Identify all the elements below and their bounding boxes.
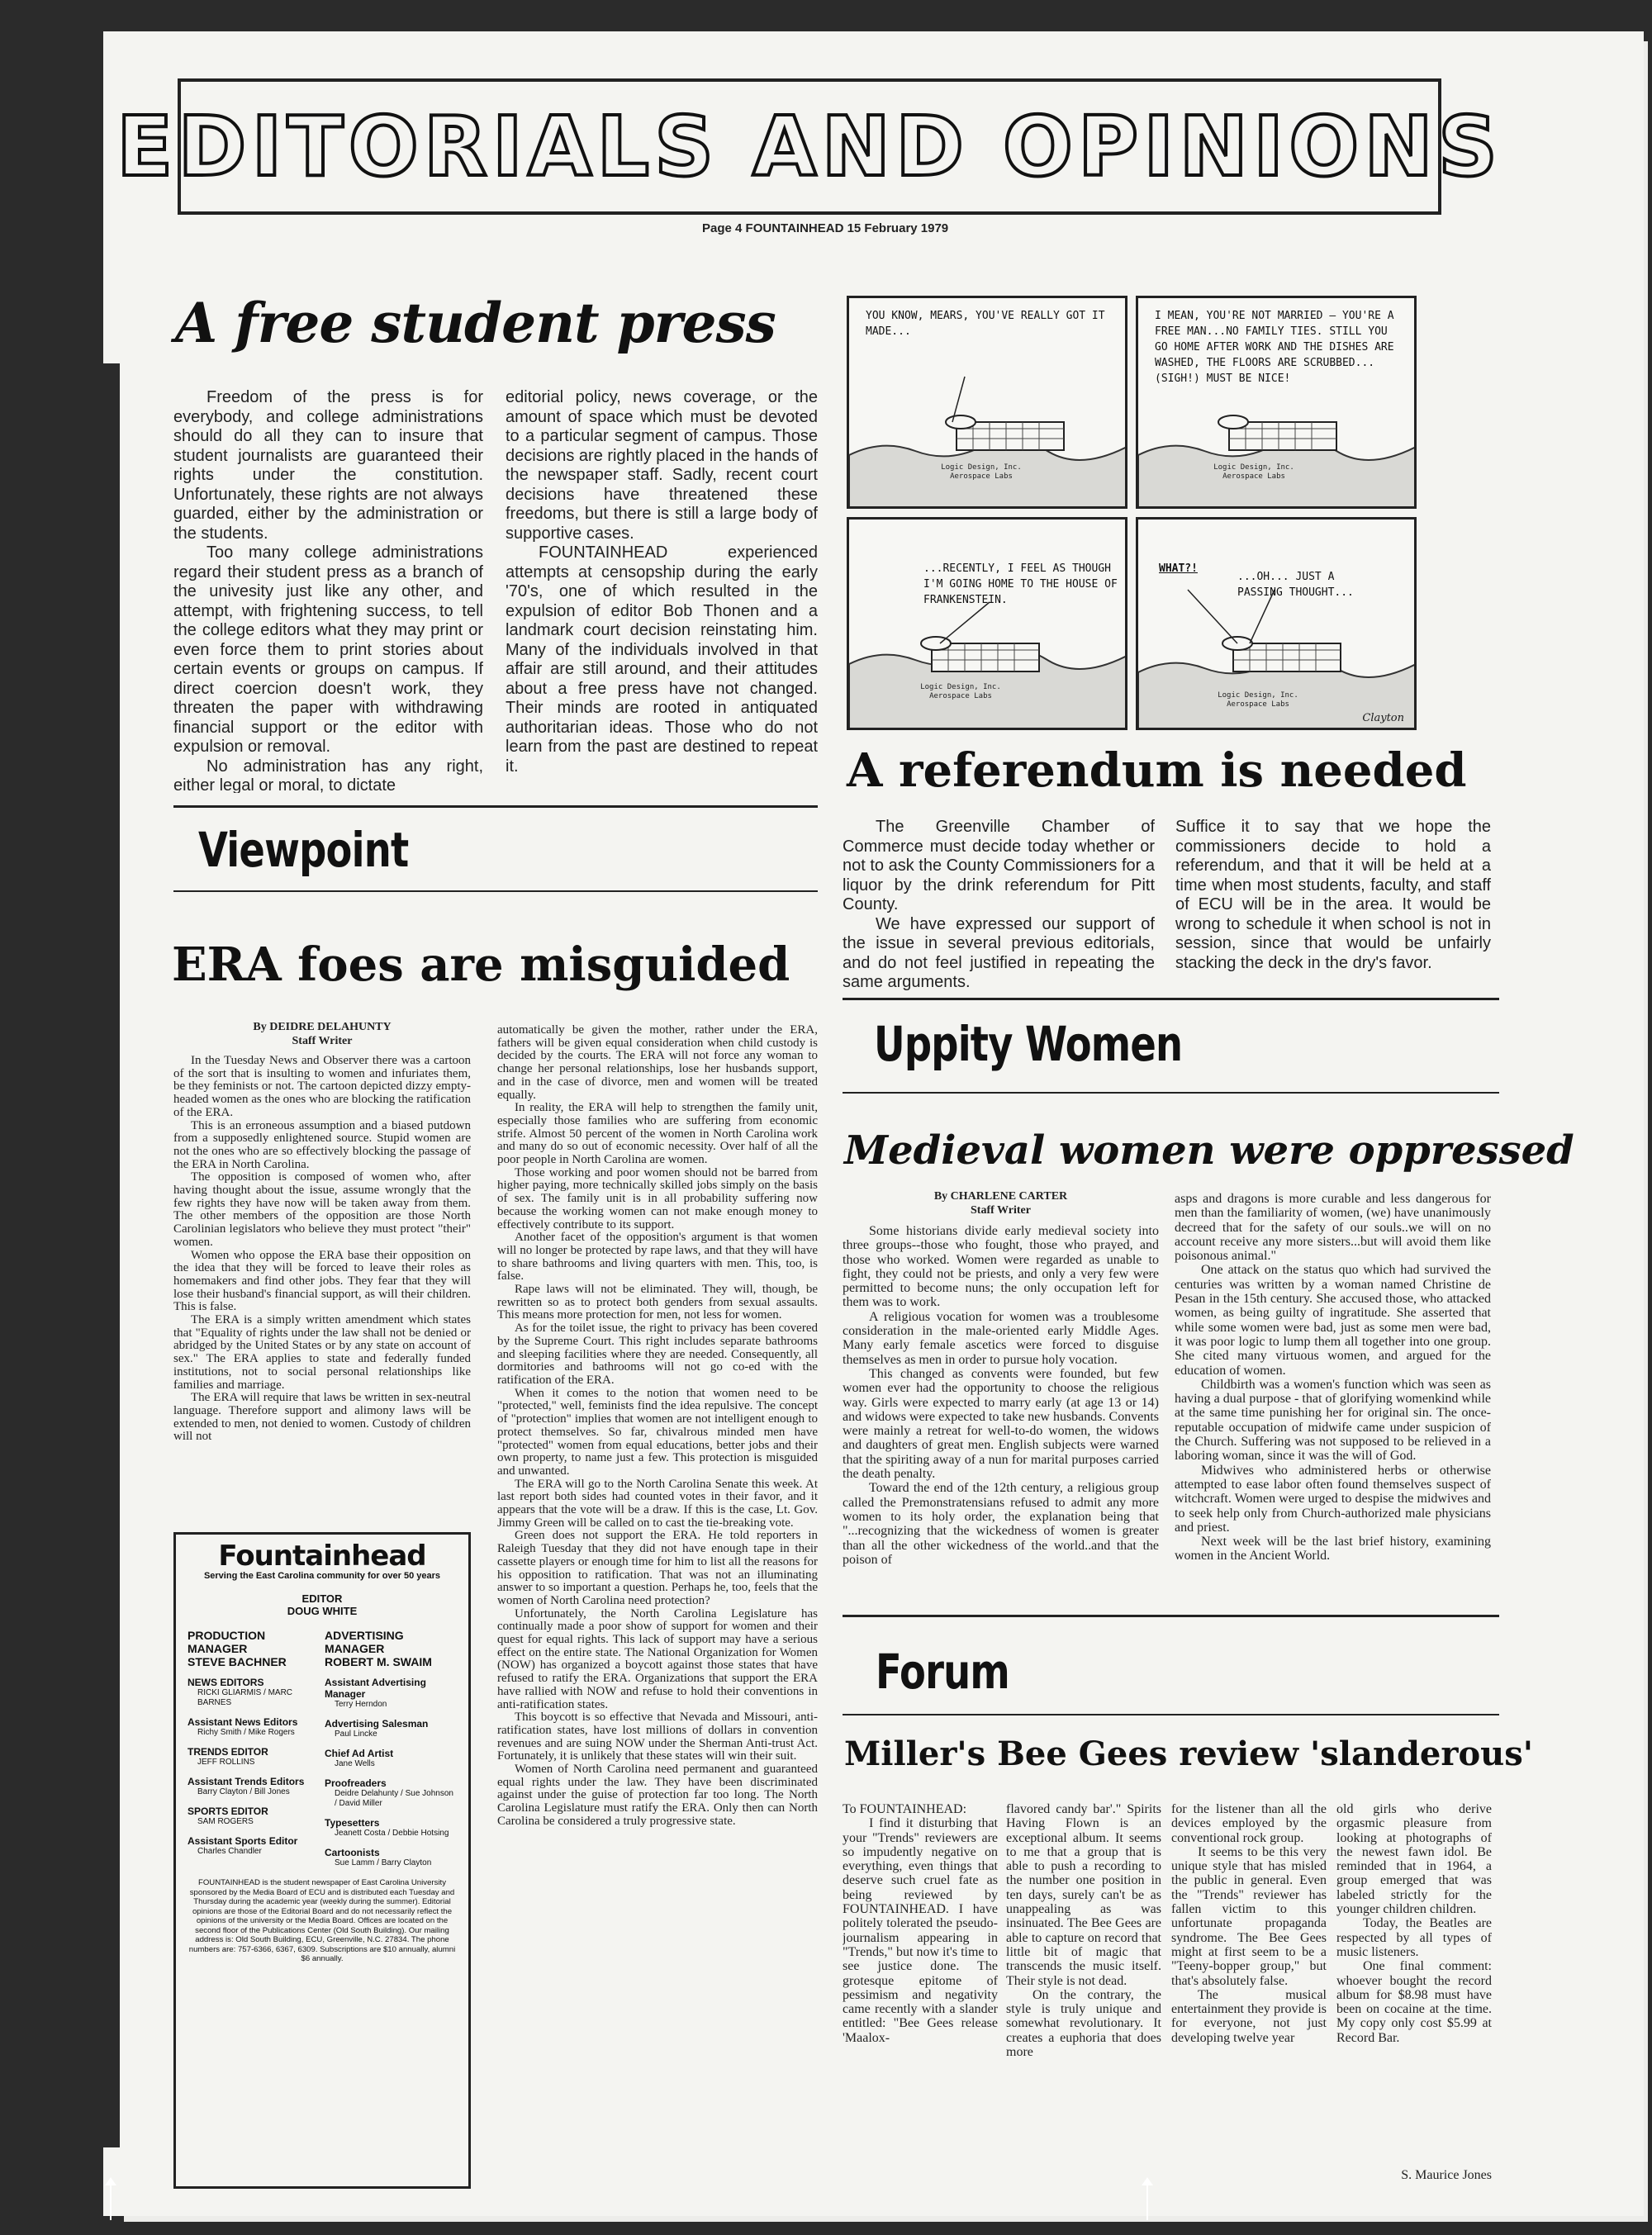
section-title: EDITORIALS AND OPINIONS	[116, 98, 1502, 195]
letter-signature: S. Maurice Jones	[1401, 2168, 1492, 2182]
headline-referendum: A referendum is needed	[847, 743, 1467, 798]
era-byline-name: By DEIDRE DELAHUNTY	[253, 1021, 392, 1033]
staff-box	[173, 1532, 471, 2189]
page-folio: Page 4 FOUNTAINHEAD 15 February 1979	[702, 221, 949, 235]
comic-speech-3: ...RECENTLY, I FEEL AS THOUGH I'M GOING HOME TO THE HOUSE OF FRANKENSTEIN.	[923, 562, 1118, 606]
arrow-up-icon	[110, 2184, 112, 2220]
headline-bee-gees: Miller's Bee Gees review 'slanderous'	[844, 1734, 1533, 1773]
uppity-rule-bottom	[843, 1092, 1499, 1094]
comic-artist-signature: Clayton	[1362, 712, 1404, 724]
staff-box-note: FOUNTAINHEAD is the student newspaper of East Carolina University sponsored by the Media Board of ECU and is distributed each Tuesday and Thursday during the academic year (weekly during the summer). Editorial opinions are those of the Editorial Board and do not necessarily reflect the opinions of the university or the Media Board. Offices are located on the second floor of the Publications Center (Old South Building). Our mailing address is: Old South Building, ECU, Greenville, N.C. 27834. The phone numbers are: 757-6366, 6367, 6309. Subscriptions are $10 annually, alumni $6 annually.	[188, 1878, 456, 1963]
headline-era: ERA foes are misguided	[172, 937, 790, 992]
referendum-column-1: The Greenville Chamber of Commerce must decide today whether or not to ask the County Commissioners for a liquor by the drink referendum for Pitt County. We have expressed our support of the issue in several previous editorials, and do not feel justified in repeating the same arguments.	[843, 818, 1155, 991]
medieval-column-2: asps and dragons is more curable and less dangerous for men than the familiarity of women, (we) have unanimously decreed that for the safety of our souls..we will on no account receive any more sisters...but will avoid them like poisonous animal." One attack on the status quo which had survived the centuries was written by a woman named Christine de Pesan in the 15th century. She accused those, who attacked women, as being guilty of ingratitude. She asserted that while some women were bad, just as some men were bad, it was poor logic to lump them all together into one group. She cited many virtuous women, and argued for the education of women. Childbirth was a women's function which was seen as having a dual purpose - that of glorifying womenkind while at the same time punishing her for original sin. The once-reputable occupation of midwife came under suspicion of the Church. Suffering was not supposed to be relieved in a laboring woman, since it was the will of God. Midwives who administered herbs or otherwise attempted to ease labor often found themselves suspect of witchcraft. Women were urged to despise the midwives and to seek help only from Church-authorized male physicians and priest. Next week will be the last brief history, examining women in the Ancient World.	[1175, 1192, 1491, 1564]
arrow-up-icon	[1146, 2184, 1148, 2220]
letter-salutation: To FOUNTAINHEAD:	[843, 1802, 967, 1816]
forum-column-3: for the listener than all the devices employed by the conventional rock group. It seems to be this very unique style that has misled the public in general. Even the "Trends" reviewer has fallen victim to this unfortunate propaganda syndrome. The Bee Gees might at first seem to be a "Teeny-bopper group," but that's absolutely false. The musical entertainment they provide is for everyone, not just developing twelve year	[1171, 1802, 1327, 2045]
staff-box-left-column: PRODUCTION MANAGER STEVE BACHNER NEWS EDITORS RICKI GLIARMIS / MARC BARNES Assistant News Editors Richy Smith / Mike Rogers TRENDS EDITOR JEFF ROLLINS Assistant Trends Editors Barry Clayton / Bill Jones SPORTS EDITOR SAM ROGERS Assistant Sports Editor Charles Chandler	[188, 1629, 320, 1868]
comic-panel-3	[847, 517, 1127, 730]
headline-free-press: A free student press	[175, 291, 776, 355]
comic-sign-4: Logic Design, Inc. Aerospace Labs	[1218, 691, 1298, 709]
staff-box-right-column: ADVERTISING MANAGER ROBERT M. SWAIM Assistant Advertising Manager Terry Herndon Advertising Salesman Paul Lincke Chief Ad Artist Jane Wells Proofreaders Deidre Delahunty / Sue Johnson / David Miller Typesetters Jeanett Costa / Debbie Hotsing Cartoonists Sue Lamm / Barry Clayton	[325, 1629, 457, 1868]
era-column-1: By DEIDRE DELAHUNTY Staff Writer In the Tuesday News and Observer there was a cartoon of the sort that is insulting to women and infuriates them, be they feminists or not. The cartoon depicted dizzy empty-headed women as the ones who are blocking the ratification of the ERA. This is an erroneous assumption and a biased putdown from a supposedly enlightened source. Stupid women are not the ones who are so effectively blocking the passage of the ERA in North Carolina. The opposition is composed of women who, after having thought about the issue, assume wrongly that the few rights they have now will be taken away from them. The other members of the opposition are those North Carolinian legislators who believe they must protect "their" women. Women who oppose the ERA base their opposition on the idea that they will be forced to leave their roles as homemakers and find other jobs. They fear that they will lose their husband's financial support, as will their children. This is false. The ERA is a simply written amendment which states that "Equality of rights under the law shall not be denied or abridged by the United States or by any state on account of sex." The ERA applies to state and federally funded institutions, not to social personal relationships like families and marriage. The ERA will require that laws be written in sex-neutral language. Therefore support and alimony laws will be extended to men, not denied to women. Custody of children will not	[173, 1021, 471, 1444]
free-press-column-1: Freedom of the press is for everybody, and college administrations should do all they can to insure that student journalists are guaranteed their rights under the constitution. Unfortunately, these rights are not always guarded, either by the administration or the students. Too many college administrations regard their student press as a branch of the univesity just like any other, and attempt, with frightening success, to tell the college editors what they may print or even force them to print stories about certain events or groups on campus. If direct coercion doesn't work, they threaten the paper with withdrawing financial support or the editor with expulsion or removal. No administration has any right, either legal or moral, to dictate	[173, 388, 483, 793]
section-uppity-women: Uppity Women	[874, 1016, 1183, 1072]
headline-medieval: Medieval women were oppressed	[844, 1127, 1574, 1174]
medieval-byline-role: Staff Writer	[971, 1204, 1031, 1217]
section-forum: Forum	[876, 1644, 1009, 1700]
comic-sign-3: Logic Design, Inc. Aerospace Labs	[920, 683, 1001, 700]
era-byline-role: Staff Writer	[292, 1035, 353, 1047]
comic-speech-2: I MEAN, YOU'RE NOT MARRIED — YOU'RE A FREE MAN...NO FAMILY TIES. STILL YOU GO HOME AFTER WORK AND THE DISHES ARE WASHED, THE FLOORS ARE SCRUBBED...(SIGH!) MUST BE NICE!	[1155, 310, 1394, 385]
forum-rule-bottom	[843, 1714, 1499, 1715]
comic-speech-1: YOU KNOW, MEARS, YOU'VE REALLY GOT IT MADE...	[866, 310, 1105, 338]
advertising-manager-role: ADVERTISING MANAGER	[325, 1629, 404, 1655]
forum-column-2: flavored candy bar'." Spirits Having Flown is an exceptional album. It seems to me that a group that is able to push a recording to the number one position in ten days, surely can't be as unappealing as was insinuated. The Bee Gees are able to capture on record that little bit of magic that transcends the music itself. Their style is not dead. On the contrary, the style is truly unique and somewhat revolutionary. It creates a euphoria that does more	[1006, 1802, 1161, 2060]
editor-name: DOUG WHITE	[287, 1605, 358, 1617]
comic-sign-1: Logic Design, Inc. Aerospace Labs	[941, 463, 1022, 481]
comic-panel-1	[847, 296, 1127, 509]
viewpoint-rule-bottom	[173, 890, 818, 892]
referendum-divider	[843, 998, 1499, 1000]
staff-box-tagline: Serving the East Carolina community for over 50 years	[203, 1571, 441, 1581]
comic-speech-4b: ...OH... JUST A PASSING THOUGHT...	[1237, 571, 1354, 599]
advertising-manager-name: ROBERT M. SWAIM	[325, 1655, 432, 1668]
comic-strip	[847, 296, 1417, 738]
forum-column-4: old girls who derive orgasmic pleasure from looking at photographs of the newest fawn idol. Be reminded that in 1964, a group emerged that was labeled strictly for the younger children children. Today, the Beatles are respected by all types of music listeners. One final comment: whoever bought the record album for $8.98 must have been on cocaine at the time. My copy only cost $5.99 at Record Bar.	[1336, 1802, 1492, 2045]
forum-column-1: To FOUNTAINHEAD: I find it disturbing that your "Trends" reviewers are so impudently negative on everything, even things that deserve such cruel fate as being reviewed by FOUNTAINHEAD. I have politely tolerated the pseudo-journalism appearing in "Trends," but now it's time to see justice done. The grotesque epitome of pessimism and negativity came recently with a slander entitled: "Bee Gees release 'Maalox-	[843, 1802, 998, 2045]
comic-speech-4a: WHAT?!	[1159, 562, 1198, 575]
comic-panel-2	[1136, 296, 1417, 509]
medieval-byline-name: By CHARLENE CARTER	[933, 1190, 1068, 1203]
medieval-divider	[843, 1615, 1499, 1617]
staff-box-logo: Fountainhead	[218, 1540, 426, 1573]
era-column-2: automatically be given the mother, rather under the ERA, fathers will be given equal consideration when child custody is decided by the courts. The ERA will not force any woman to change her personal relationships, lose her husbands support, and in the case of divorce, men and women will be treated equally. In reality, the ERA will help to strengthen the family unit, especially those families who are suffering from economic strife. Almost 50 percent of the women in North Carolina work and many do so out of economic necessity. Over half of all the poor people in North Carolina are women. Those working and poor women should not be barred from higher paying, more technically skilled jobs simply on the basis of sex. The family unit is in all probability suffering now because the working women can not make enough money to effectively contribute to its support. Another facet of the opposition's argument is that women will no longer be protected by rape laws, and that they will have to share bathrooms and living quarters with men. This, too, is false. Rape laws will not be eliminated. They will, though, be rewritten so as to protect both genders from sexual assaults. This means more protection for men, not less for women. As for the toilet issue, the right to privacy has been covered by the Supreme Court. This right includes separate bathrooms and sleeping facilities where they are needed. Consequently, all dormitories and bathrooms will not go co-ed with the ratification of the ERA. When it comes to the notion that women need to be "protected," well, feminists find the idea repulsive. The concept of "protection" implies that women are not intelligent enough to protect themselves. So far, chivalrous minded men have "protected" women from equal educations, better jobs and their own property, to name just a few. This protection is misguided and unwanted. The ERA will go to the North Carolina Senate this week. At last report both sides had counted votes in their favor, and it appears that the vote will be a draw. If this is the case, Lt. Gov. Jimmy Green will be called on to cast the tie-breaking vote. Green does not support the ERA. He told reporters in Raleigh Tuesday that they did not have enough tape in their cassette players or enough time for him to list all the reasons for his opposition to ratification. That was not an illuminating answer to so important a question. Perhaps he, too, feels that the women of North Carolina need protection? Unfortunately, the North Carolina Legislature has continually made a poor show of support for women and their quest for equal rights. This lack of support may have a serious effect on the entire state. The National Organization for Women (NOW) has organized a boycott against those states that have refused to ratify the ERA. Organizations that support the ERA have rallied with NOW and refuse to hold their conventions in anti-ratification states. This boycott is so effective that Nevada and Missouri, anti-ratification states, have lost millions of dollars in convention revenues and are suing NOW under the Sherman Anti-trust Act. Fortunately, it is unlikely that these states will win their suit. Women of North Carolina need permanent and guaranteed equal rights under the law. They have been discriminated against under the guise of protection far too long. The North Carolina Legislature must ratify the ERA. Only then can North Carolina be considered a truly progressive state.	[497, 1024, 818, 1828]
section-viewpoint: Viewpoint	[198, 822, 409, 878]
viewpoint-rule-top	[173, 805, 818, 808]
editor-role: EDITOR	[301, 1592, 343, 1605]
comic-sign-2: Logic Design, Inc. Aerospace Labs	[1213, 463, 1294, 481]
referendum-column-2: Suffice it to say that we hope the commissioners decide to hold a referendum, and that it will be held at a time when most students, faculty, and staff of ECU will be in the area. It would be wrong to schedule it when school is not in session, since that would be unfairly stacking the deck in the dry's favor.	[1175, 818, 1491, 972]
free-press-column-2: editorial policy, news coverage, or the amount of space which must be devoted to a particular segment of campus. Those decisions are rightly placed in the hands of the newspaper staff. Sadly, recent court decisions have threatened these freedoms, but there is still a large body of supportive cases. FOUNTAINHEAD experienced attempts at censopship during the early '70's, one of which resulted in the expulsion of editor Bob Thonen and a landmark court decision reinstating him. Many of the individuals involved in that affair are still around, and their attitudes about a free press have not changed. Their minds are rooted in antiquated authoritarian ideas. Those who do not learn from the past are destined to repeat it.	[506, 388, 818, 776]
production-manager-role: PRODUCTION MANAGER	[188, 1629, 266, 1655]
section-nameplate	[116, 78, 1502, 215]
production-manager-name: STEVE BACHNER	[188, 1655, 287, 1668]
comic-panel-4	[1136, 517, 1417, 730]
medieval-column-1: By CHARLENE CARTER Staff Writer Some historians divide early medieval society into three groups--those who fought, those who prayed, and those who worked. Women were regarded as unable to fight, they could not be priests, and only a very few were permitted to become nuns; the only occupation left for them was to work. A religious vocation for women was a troublesome consideration in the male-oriented early Middle Ages. Many early female ascetics were forced to disguise themselves as men in order to pursue holy vocation. This changed as convents were founded, but few women ever had the opportunity to choose the religious way. Girls were expected to marry early (at age 13 or 14) and widows were expected to take new husbands. Convents were mainly a retreat for well-to-do women, the widows and daughters of great men. English subjects were warned that the spiriting away of a nun for marital purposes carried the death penalty. Toward the end of the 12th century, a religious group called the Premonstratensians refused to admit any more women to its holy order, the explanation being that "...recognizing that the wickedness of women is greater than all the other wickedness of the world..and that the poison of	[843, 1190, 1159, 1567]
page-shadow	[103, 363, 120, 2147]
